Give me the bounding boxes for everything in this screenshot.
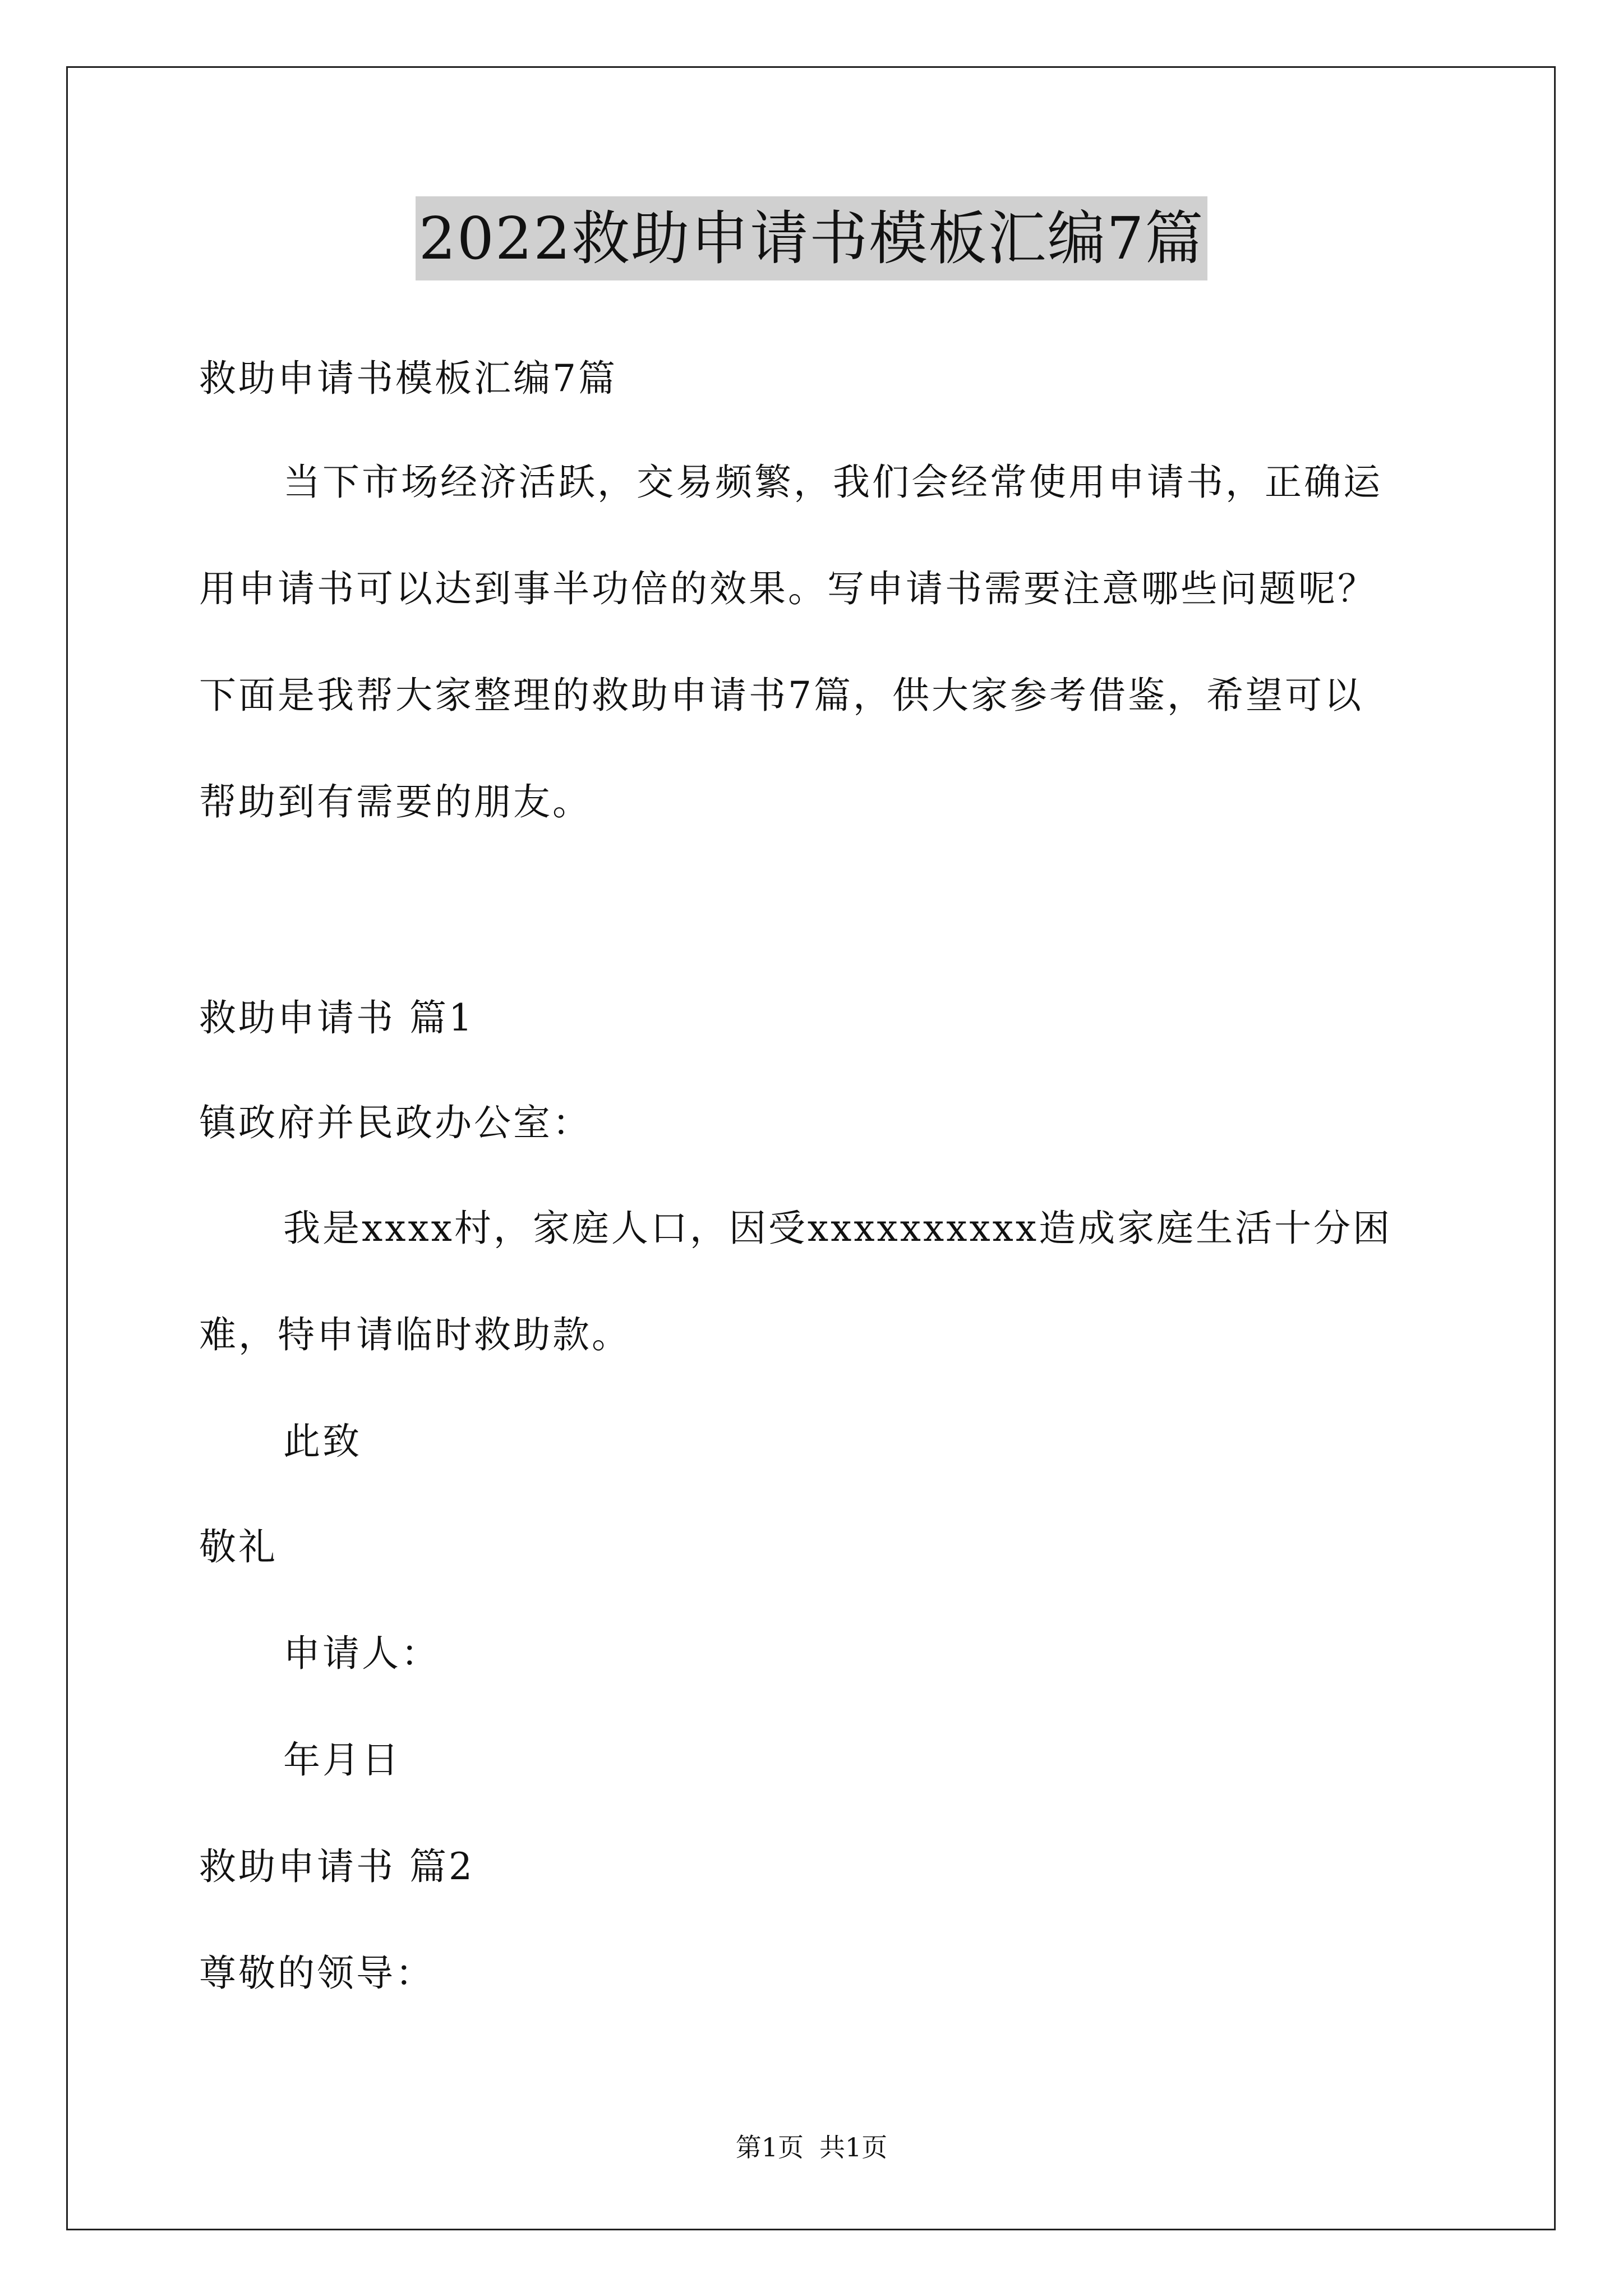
section1-applicant: 申请人： bbox=[283, 1632, 440, 1675]
section1-closing-1: 此致 bbox=[283, 1420, 362, 1463]
document-title: 2022救助申请书模板汇编7篇 bbox=[416, 196, 1208, 280]
section1-body-line-1: 我是xxxx村，家庭人口，因受xxxxxxxxxx造成家庭生活十分困 bbox=[283, 1207, 1393, 1250]
intro-line-1: 当下市场经济活跃，交易频繁，我们会经常使用申请书，正确运 bbox=[283, 461, 1382, 504]
section2-heading: 救助申请书 篇2 bbox=[199, 1845, 474, 1888]
section1-closing-2: 敬礼 bbox=[199, 1525, 278, 1568]
page-total: 共1页 bbox=[819, 2132, 888, 2162]
page-footer bbox=[0, 2131, 1623, 2164]
section2-addressee: 尊敬的领导： bbox=[199, 1952, 435, 1995]
page-number: 第1页 bbox=[735, 2132, 804, 2162]
intro-line-3: 下面是我帮大家整理的救助申请书7篇，供大家参考借鉴，希望可以 bbox=[199, 674, 1363, 717]
section1-date: 年月日 bbox=[283, 1738, 401, 1782]
document-subtitle: 救助申请书模板汇编7篇 bbox=[199, 357, 617, 400]
title-container bbox=[0, 196, 1623, 280]
section1-heading: 救助申请书 篇1 bbox=[199, 996, 474, 1039]
section1-addressee: 镇政府并民政办公室： bbox=[199, 1101, 592, 1144]
intro-line-2: 用申请书可以达到事半功倍的效果。写申请书需要注意哪些问题呢？ bbox=[199, 567, 1377, 610]
section1-body-line-2: 难，特申请临时救助款。 bbox=[199, 1313, 631, 1356]
intro-line-4: 帮助到有需要的朋友。 bbox=[199, 780, 592, 823]
